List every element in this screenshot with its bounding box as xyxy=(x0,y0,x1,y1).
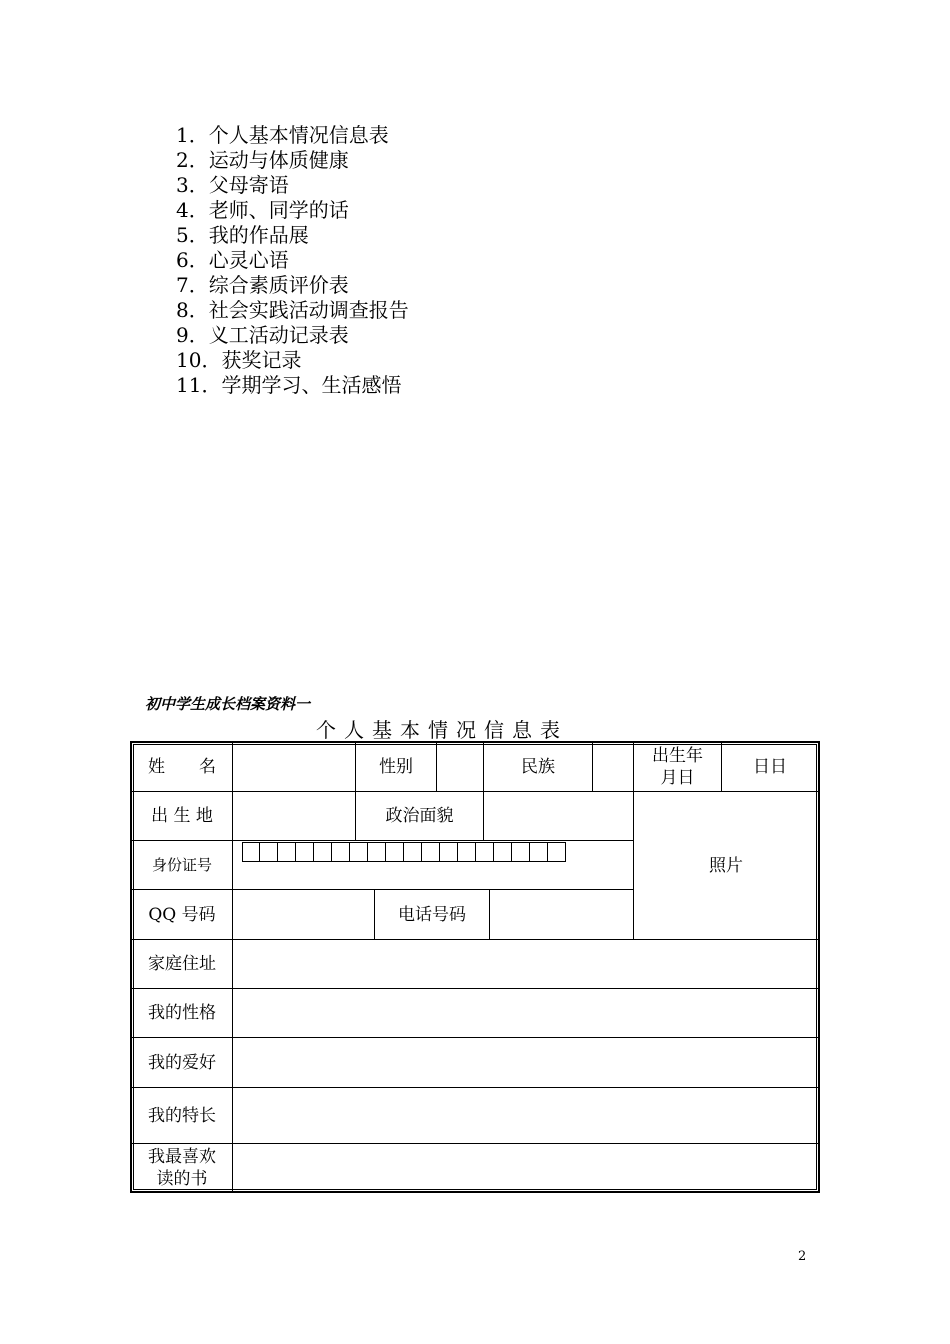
toc-item-label: 学期学习、生活感悟 xyxy=(221,373,402,397)
birth-date-label xyxy=(634,743,721,791)
name-field[interactable] xyxy=(233,743,355,791)
toc-item-number: 10． xyxy=(176,348,222,372)
id-digit-box[interactable] xyxy=(494,842,512,862)
toc-item-number: 1． xyxy=(176,123,209,147)
toc-item xyxy=(176,248,409,273)
toc-item-label: 社会实践活动调查报告 xyxy=(208,298,409,322)
hobbies-label: 我的爱好 xyxy=(148,1052,216,1073)
toc-item-label: 运动与体质健康 xyxy=(208,148,349,172)
specialty-label: 我的特长 xyxy=(148,1105,216,1126)
id-digit-box[interactable] xyxy=(296,842,314,862)
id-digit-box[interactable] xyxy=(278,842,296,862)
name-label: 姓 名 xyxy=(148,757,216,777)
toc-item xyxy=(176,198,409,223)
political-status-field[interactable] xyxy=(484,792,633,840)
id-digit-box[interactable] xyxy=(440,842,458,862)
toc-item-number: 8． xyxy=(176,298,209,322)
gender-label: 性别 xyxy=(379,757,413,777)
table-of-contents xyxy=(176,123,409,398)
address-label: 家庭住址 xyxy=(148,954,216,974)
toc-item-label: 个人基本情况信息表 xyxy=(208,123,389,147)
id-digit-box[interactable] xyxy=(314,842,332,862)
toc-item-label: 义工活动记录表 xyxy=(208,323,349,347)
id-digit-box[interactable] xyxy=(242,842,260,862)
favorite-book-label-line2: 读的书 xyxy=(156,1168,208,1189)
favorite-book-label xyxy=(132,1144,232,1191)
toc-item xyxy=(176,373,409,398)
toc-item-number: 5． xyxy=(176,223,209,247)
hobbies-field[interactable] xyxy=(233,1038,818,1087)
phone-field[interactable] xyxy=(490,890,633,939)
toc-item xyxy=(176,298,409,323)
personality-label: 我的性格 xyxy=(148,1003,216,1023)
toc-item-number: 7． xyxy=(176,273,209,297)
toc-item xyxy=(176,148,409,173)
toc-item-number: 4． xyxy=(176,198,209,222)
id-digit-box[interactable] xyxy=(548,842,566,862)
toc-item-label: 综合素质评价表 xyxy=(208,273,349,297)
toc-item-number: 11． xyxy=(176,373,222,397)
toc-item xyxy=(176,323,409,348)
id-digit-box[interactable] xyxy=(476,842,494,862)
specialty-field[interactable] xyxy=(233,1088,818,1143)
toc-item xyxy=(176,348,409,373)
birthplace-field[interactable] xyxy=(233,792,355,840)
id-digit-box[interactable] xyxy=(386,842,404,862)
address-field[interactable] xyxy=(233,940,818,988)
id-digit-box[interactable] xyxy=(350,842,368,862)
toc-item-number: 6． xyxy=(176,248,209,272)
ethnicity-field[interactable] xyxy=(593,743,633,791)
toc-item xyxy=(176,173,409,198)
photo-box[interactable]: 照片 xyxy=(709,855,743,876)
toc-item xyxy=(176,273,409,298)
id-number-label: 身份证号 xyxy=(151,856,212,874)
id-digit-box[interactable] xyxy=(404,842,422,862)
id-digit-box[interactable] xyxy=(332,842,350,862)
gender-field[interactable] xyxy=(437,743,483,791)
phone-label: 电话号码 xyxy=(398,904,466,925)
personal-info-form xyxy=(130,741,820,1193)
id-digit-box[interactable] xyxy=(530,842,548,862)
form-title: 个人基本情况信息表 xyxy=(316,718,568,742)
id-digit-box[interactable] xyxy=(512,842,530,862)
toc-item-number: 2． xyxy=(176,148,209,172)
id-number-boxes[interactable] xyxy=(242,842,566,862)
political-status-label: 政治面貌 xyxy=(385,806,454,826)
toc-item-label: 我的作品展 xyxy=(208,223,309,247)
toc-item-label: 获奖记录 xyxy=(221,348,302,372)
favorite-book-field[interactable] xyxy=(233,1144,818,1191)
qq-label: QQ 号码 xyxy=(148,904,216,925)
ethnicity-label: 民族 xyxy=(521,757,555,777)
page-number: 2 xyxy=(798,1249,807,1264)
personality-field[interactable] xyxy=(233,989,818,1037)
birthplace-label: 出 生 地 xyxy=(151,806,213,826)
id-digit-box[interactable] xyxy=(422,842,440,862)
birth-date-label-line1: 出生年 xyxy=(652,746,703,766)
birth-date-label-line2: 月日 xyxy=(660,768,695,788)
toc-item xyxy=(176,223,409,248)
id-digit-box[interactable] xyxy=(458,842,476,862)
document-subtitle: 初中学生成长档案资料一 xyxy=(145,695,311,713)
favorite-book-label-line1: 我最喜欢 xyxy=(148,1146,216,1167)
toc-item-label: 老师、同学的话 xyxy=(208,198,349,222)
qq-field[interactable] xyxy=(233,890,374,939)
id-digit-box[interactable] xyxy=(368,842,386,862)
toc-item xyxy=(176,123,409,148)
toc-item-label: 心灵心语 xyxy=(208,248,289,272)
toc-item-number: 9． xyxy=(176,323,209,347)
toc-item-number: 3． xyxy=(176,173,209,197)
id-digit-box[interactable] xyxy=(260,842,278,862)
toc-item-label: 父母寄语 xyxy=(208,173,289,197)
birth-date-field[interactable]: 日日 xyxy=(753,757,787,777)
